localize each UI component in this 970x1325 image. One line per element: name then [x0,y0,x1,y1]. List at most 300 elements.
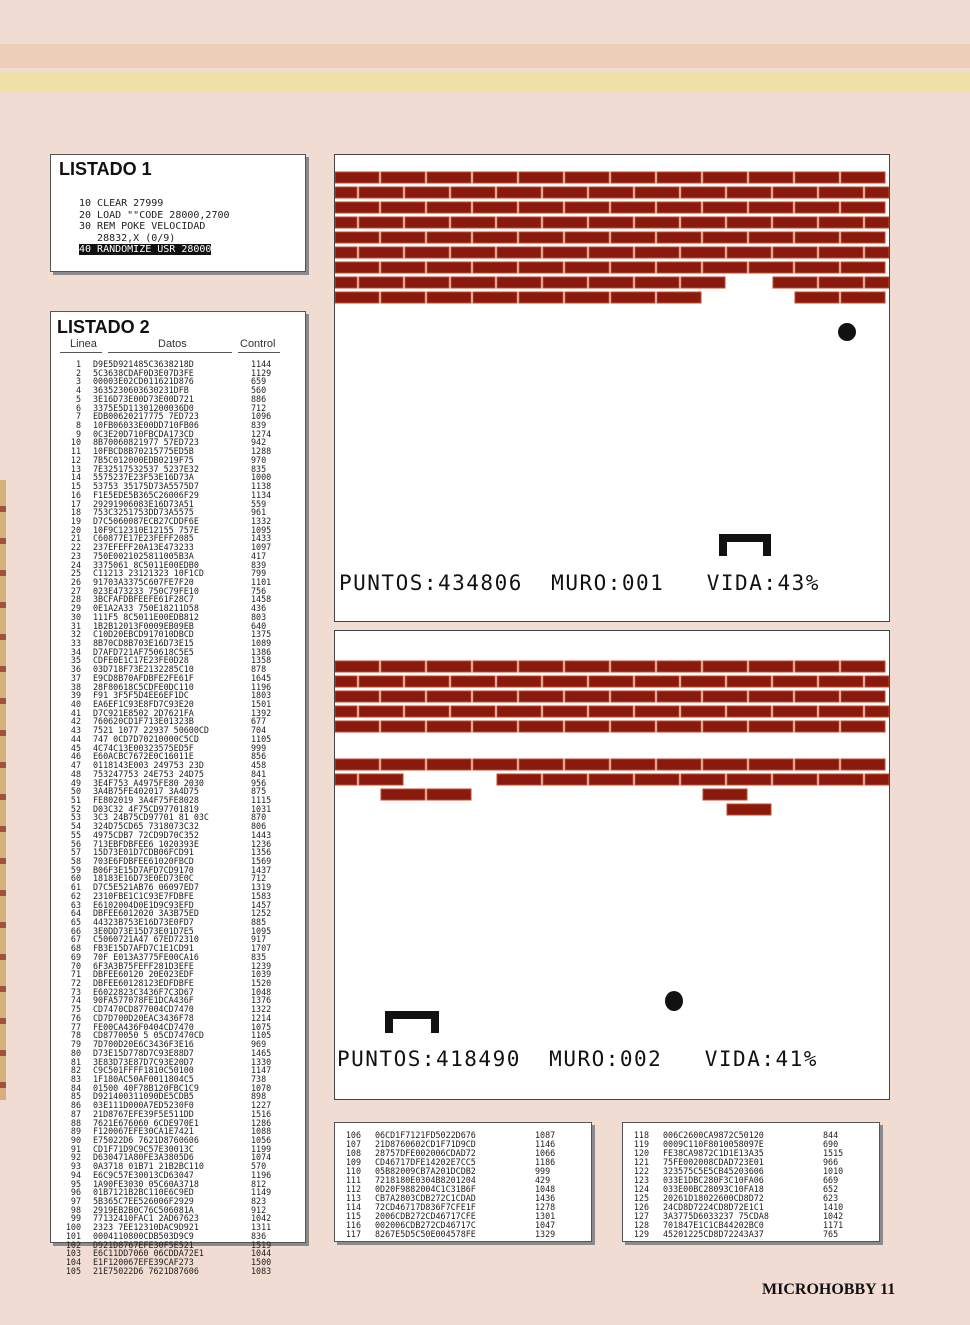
brick [565,661,609,672]
row-data: 2919EB2B0C76C506081A [93,1204,194,1215]
brick [749,661,793,672]
row-data: E6022823C3436F7C3D67 [93,986,194,997]
code-line-highlight: 40 RANDOMIZE USR 28000 [79,244,212,255]
brick [703,721,747,732]
brick [589,187,633,198]
row-data: 7521 1077 22937 50600CD [93,725,209,736]
row-data: DBFEE60120 20E023EDF [93,969,194,980]
row-control: 870 [251,812,267,823]
row-data: D630471A80FE3A3805D6 [93,1152,194,1163]
row-control: 1707 [251,943,272,954]
row-number: 64 [70,908,81,919]
row-number: 26 [70,576,81,587]
row-data: CD1F71D9C9C57E30013C [93,1143,194,1154]
row-control: 999 [251,742,267,753]
row-number: 124 [633,1184,649,1194]
row-data: 3A3775D6033237 75CDA8 [663,1211,769,1221]
row-control: 1129 [251,367,272,378]
row-number: 9 [75,428,81,439]
row-control: 1500 [251,1257,272,1268]
row-control: 1227 [251,1100,272,1111]
row-data: 5C3638CDAF0D3E07D3FE [93,367,194,378]
brick [359,774,403,785]
brick [865,706,889,717]
brick [657,202,701,213]
row-data: 7621E676060 6CDE970E1 [93,1117,199,1128]
row-data: 324D75CD65 7318073C32 [93,821,199,832]
row-number: 112 [345,1184,361,1194]
row-control: 1214 [251,1012,272,1023]
row-data: 6F3A3B75FEFF281D3EFE [93,960,194,971]
row-number: 37 [70,672,81,683]
table-row [58,1267,303,1276]
brick [405,217,449,228]
row-data: 24CD8D7224CD8D72E1C1 [663,1202,764,1212]
brick [497,774,541,785]
brick [841,232,885,243]
brick [795,202,839,213]
row-number: 88 [70,1117,81,1128]
row-control: 690 [823,1139,839,1149]
brick [427,172,471,183]
listing-cont-a-rows [335,1131,555,1239]
row-control: 1101 [251,576,272,587]
row-number: 14 [70,472,81,483]
row-number: 16 [70,489,81,500]
row-data: 06CD1F7121FD5022D676 [375,1130,476,1140]
row-number: 76 [70,1012,81,1023]
row-data: 0C3E20D710FBCDA173CD [93,428,194,439]
row-control: 1115 [251,794,272,805]
col-rule-control [238,352,280,353]
row-control: 942 [251,437,267,448]
row-control: 559 [251,498,267,509]
row-number: 110 [345,1166,361,1176]
brick [657,172,701,183]
row-data: 21E75022D6 7621D87606 [93,1265,199,1276]
brick [497,217,541,228]
row-number: 96 [70,1187,81,1198]
row-control: 704 [251,725,267,736]
brick [519,172,563,183]
row-number: 69 [70,951,81,962]
row-data: 3A4B75FE402017 3A4D75 [93,786,199,797]
row-number: 36 [70,664,81,675]
row-number: 56 [70,838,81,849]
brick [841,759,885,770]
row-control: 623 [823,1193,839,1203]
listado2-title: LISTADO 2 [57,317,150,337]
row-data: 01B7121B2BC110E6C9ED [93,1187,194,1198]
row-control: 1075 [251,1021,272,1032]
brick [841,721,885,732]
row-data: 90FA577078FE1DCA436F [93,995,194,1006]
brick [681,774,725,785]
brick [381,721,425,732]
row-number: 91 [70,1143,81,1154]
life-label: VIDA:41% [704,1047,818,1071]
brick [565,262,609,273]
row-data: CD7470CD877004CD7470 [93,1004,194,1015]
brick [381,262,425,273]
brick [381,292,425,303]
row-number: 71 [70,969,81,980]
brick [405,706,449,717]
brick [657,661,701,672]
brick [657,759,701,770]
brick [773,247,817,258]
row-number: 101 [65,1230,81,1241]
decor-band-top [0,44,970,68]
row-data: 45201225CD8D72243A37 [663,1229,764,1239]
brick [635,676,679,687]
row-data: CDFE0E1C17E23FE0D28 [93,655,189,666]
row-number: 60 [70,873,81,884]
brick [497,187,541,198]
brick [359,277,403,288]
score-label: PUNTOS:418490 [337,1047,521,1071]
row-number: 6 [75,402,81,413]
brick [795,172,839,183]
listado2-rows [58,360,303,1275]
row-data: 03D718F73E2132285C10 [93,664,194,675]
row-control: 1386 [251,646,272,657]
brick [473,721,517,732]
brick [703,691,747,702]
col-header-control: Control [240,338,276,350]
brick [773,774,817,785]
brick [405,277,449,288]
brick [427,789,471,800]
row-number: 17 [70,498,81,509]
brick [565,202,609,213]
listing-cont-b-rows [623,1131,843,1239]
brick [565,232,609,243]
game-screen-bottom [334,630,890,1100]
row-number: 35 [70,655,81,666]
row-control: 1516 [251,1108,272,1119]
brick [795,661,839,672]
brick [381,232,425,243]
row-data: 3E16D73E00D73E00D721 [93,393,194,404]
brick [681,277,725,288]
brick [635,247,679,258]
brick [451,676,495,687]
row-control: 1149 [251,1187,272,1198]
brick [657,721,701,732]
row-data: 70F E013A3775FE00CA16 [93,951,199,962]
score-label: PUNTOS:434806 [339,571,523,595]
row-number: 32 [70,629,81,640]
brick [611,661,655,672]
row-number: 119 [633,1139,649,1149]
row-number: 68 [70,943,81,954]
row-number: 107 [345,1139,361,1149]
col-rule-linea [60,352,102,353]
brick [773,217,817,228]
row-control: 640 [251,620,267,631]
code-line: 10 CLEAR 27999 [79,198,164,209]
brick [635,277,679,288]
brick [749,759,793,770]
row-data: D7C921E8502 2D7621FA [93,707,194,718]
row-data: 0E1A2A33 750E18211D58 [93,603,199,614]
row-control: 956 [251,777,267,788]
row-data: D7C5E521AB76 06097ED7 [93,882,199,893]
brick [543,676,587,687]
row-number: 2 [75,367,81,378]
brick [819,676,863,687]
brick [565,172,609,183]
row-number: 95 [70,1178,81,1189]
row-control: 1274 [251,428,272,439]
row-number: 23 [70,550,81,561]
brick [473,172,517,183]
brick [543,774,587,785]
row-data: F120067EFE30CA1E7421 [93,1126,194,1137]
row-number: 103 [65,1248,81,1259]
row-control: 1392 [251,707,272,718]
brick [473,661,517,672]
row-data: 3E83D73E87D7C93E20D7 [93,1056,194,1067]
brick [335,721,379,732]
brick [519,691,563,702]
row-number: 47 [70,760,81,771]
row-control: 912 [251,1204,267,1215]
row-data: CB7A2803CDB272C1CDAD [375,1193,476,1203]
row-control: 1105 [251,1030,272,1041]
listing-cont-b [622,1122,880,1242]
brick [611,759,655,770]
row-control: 1146 [535,1139,556,1149]
row-number: 85 [70,1091,81,1102]
brick [543,277,587,288]
row-data: 21D8767EFE39F5E511DD [93,1108,194,1119]
brick [841,202,885,213]
listing-cont-a [334,1122,592,1242]
wall-label: MURO:001 [551,571,665,595]
row-data: B06F3E15D7AFD7CD9170 [93,864,194,875]
brick [427,691,471,702]
row-data: 753247753 24E753 24D75 [93,768,204,779]
brick [519,202,563,213]
row-number: 83 [70,1073,81,1084]
row-data: E6C11DD7060 06CDDA72E1 [93,1248,204,1259]
row-data: 5B365C7EE526006F2929 [93,1196,194,1206]
row-number: 111 [345,1175,361,1185]
row-number: 99 [70,1213,81,1224]
brick [681,247,725,258]
brick [359,187,403,198]
row-data: F91 3F5F5D4EE6EF1DC [93,690,189,701]
row-number: 117 [345,1229,361,1239]
row-number: 129 [633,1229,649,1239]
row-control: 886 [251,393,267,404]
row-number: 4 [75,385,81,396]
code-line: 20 LOAD ""CODE 28000,2700 [79,209,230,221]
row-number: 70 [70,960,81,971]
brick [635,706,679,717]
row-control: 652 [823,1184,839,1194]
row-data: 8B70CD8B703E16D73E15 [93,638,194,648]
brick [335,292,379,303]
row-number: 93 [70,1161,81,1172]
code-line: 30 REM POKE VELOCIDAD [79,221,206,232]
brick [589,277,633,288]
row-data: 10FBCD8B70215775ED5B [93,446,194,457]
row-number: 31 [70,620,81,631]
brick-wall-top [335,155,889,621]
brick [703,789,747,800]
row-data: 10F9C12310E12155 757E [93,524,199,535]
brick [473,232,517,243]
brick [427,202,471,213]
row-number: 20 [70,524,81,535]
row-data: 4C74C13E00323575ED5F [93,742,194,753]
brick [635,187,679,198]
brick [405,187,449,198]
brick [611,292,655,303]
brick [381,789,425,800]
brick [635,217,679,228]
brick [335,676,357,687]
row-data: 033E00BC28093C10FA18 [663,1184,764,1194]
row-data: 7B5C012000EDB0219F75 [93,454,194,465]
row-data: 002006CDB272CD46717C [375,1220,476,1230]
row-number: 118 [633,1130,649,1140]
row-control: 1196 [251,1169,272,1180]
ball [838,323,856,341]
row-number: 65 [70,917,81,927]
row-data: 01500 40F78B120FBC1C9 [93,1082,199,1093]
brick [727,676,771,687]
row-data: FE00CA436F0404CD7470 [93,1021,194,1032]
row-control: 1056 [251,1134,272,1145]
row-control: 1186 [535,1157,556,1167]
row-data: 15D73E01D7CDB06FCD91 [93,847,194,858]
row-data: EDB00620217775 7ED723 [93,411,199,422]
brick [773,676,817,687]
brick [381,172,425,183]
brick [703,661,747,672]
brick [451,706,495,717]
row-data: DBFEE6012020 3A3B75ED [93,908,199,919]
row-number: 81 [70,1056,81,1067]
row-control: 1105 [251,733,272,744]
row-number: 80 [70,1047,81,1058]
row-data: 701847E1C1CB44202BC0 [663,1220,764,1230]
row-number: 55 [70,829,81,840]
row-control: 898 [251,1091,267,1102]
row-control: 1138 [251,481,272,492]
row-control: 1134 [251,489,272,500]
brick [703,759,747,770]
brick [497,676,541,687]
brick [473,292,517,303]
row-control: 1074 [251,1152,272,1163]
row-control: 765 [823,1229,839,1239]
row-control: 1278 [535,1202,556,1212]
row-data: 91703A3375C607FE7F20 [93,576,194,587]
row-data: 033E1DBC280F3C10FA06 [663,1175,764,1185]
brick [335,172,379,183]
row-number: 33 [70,638,81,648]
row-number: 98 [70,1204,81,1215]
brick [381,691,425,702]
row-control: 1288 [251,446,272,457]
row-control: 677 [251,716,267,727]
brick [749,172,793,183]
brick [427,721,471,732]
row-number: 100 [65,1222,81,1233]
brick [865,774,889,785]
row-number: 51 [70,794,81,805]
row-data: EA6EF1C93E8FD7C93E20 [93,699,194,710]
brick [359,706,403,717]
row-data: 0D20F9882004C1C31B6F [375,1184,476,1194]
row-control: 1433 [251,533,272,544]
brick [565,691,609,702]
row-number: 126 [633,1202,649,1212]
brick [749,232,793,243]
row-control: 961 [251,507,267,518]
row-number: 27 [70,585,81,596]
row-data: E60ACBC7672E0C16011E [93,751,194,762]
row-data: D03C32 4F75CD97701819 [93,803,199,814]
brick [865,277,889,288]
row-control: 570 [251,1161,267,1172]
row-data: 323575C5E5CB45203606 [663,1166,764,1176]
row-number: 89 [70,1126,81,1137]
row-number: 63 [70,899,81,910]
row-control: 885 [251,917,267,927]
brick [589,247,633,258]
row-control: 1031 [251,803,272,814]
brick [519,759,563,770]
paddle [719,534,771,561]
row-control: 1410 [823,1202,844,1212]
brick [405,247,449,258]
row-control: 1457 [251,899,272,910]
row-number: 29 [70,603,81,614]
brick [773,706,817,717]
row-number: 122 [633,1166,649,1176]
row-data: 0A3718 01B71 21B2BC110 [93,1161,204,1172]
row-number: 120 [633,1148,649,1158]
row-number: 67 [70,934,81,945]
row-data: 8B70060821977 57ED723 [93,437,199,448]
brick [451,247,495,258]
brick [589,774,633,785]
row-control: 799 [251,568,267,579]
brick [519,292,563,303]
brick [543,217,587,228]
row-control: 1087 [535,1130,556,1140]
brick [681,706,725,717]
row-number: 1 [75,359,81,369]
row-number: 45 [70,742,81,753]
row-data: 53753 35175D73A5575D7 [93,481,199,492]
row-control: 1070 [251,1082,272,1093]
row-control: 1042 [823,1211,844,1221]
row-number: 8 [75,420,81,431]
brick [795,262,839,273]
brick [727,706,771,717]
row-number: 58 [70,855,81,866]
brick [703,262,747,273]
brick [727,804,771,815]
row-control: 436 [251,603,267,614]
